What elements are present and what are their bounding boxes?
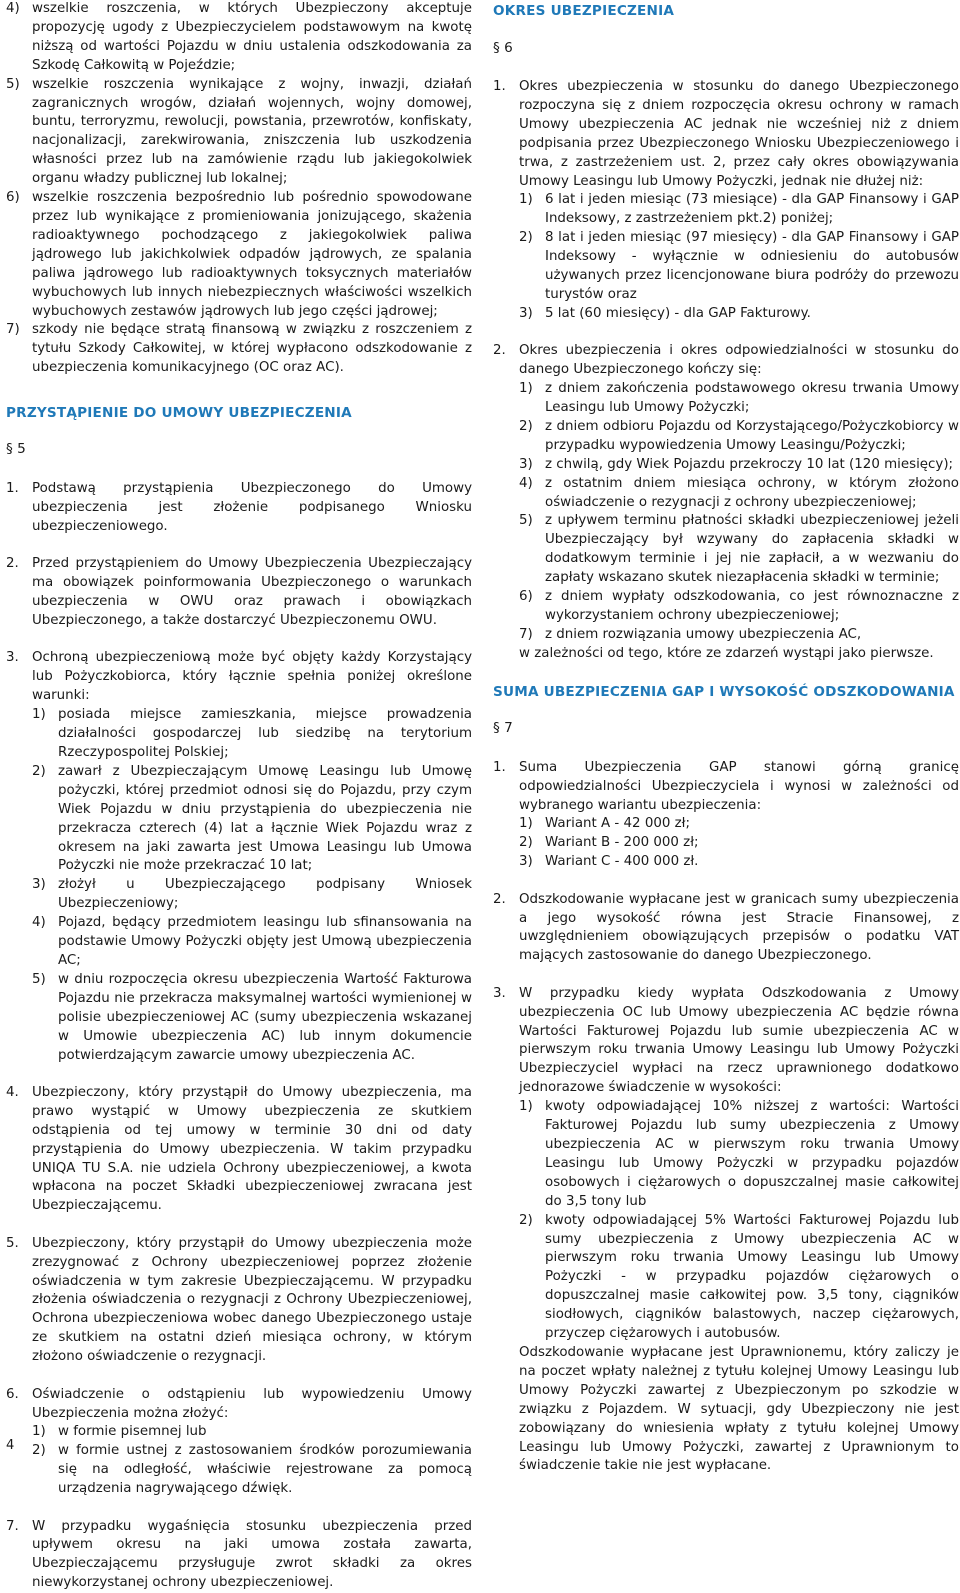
list-item: 5) z upływem terminu płatności składki ubezpieczeniowej jeżeli Ubezpieczający był wzywany do zapłacenia składki w dodatkowym terminie i jej nie zapłacił, a w wezwaniu do zapłaty wskazano skutek niezapłacenia składki w terminie; — [519, 513, 959, 586]
end-conditions-list — [493, 380, 959, 645]
list-item: 3) 5 lat (60 miesięcy) - dla GAP Fakturowy. — [519, 305, 811, 321]
benefit-list — [493, 1098, 959, 1344]
paragraph: 1. Okres ubezpieczenia w stosunku do danego Ubezpieczonego rozpoczyna się z dniem rozpoczęcia okresu ochrony w ramach Umowy ubezpieczenia AC jednak nie wcześniej niż z dniem podpisania przez Ubezpieczonego Wniosku Ubezpieczeniowego i trwa, z zastrzeżeniem ust. 2, przez cały okres obowiązywania Umowy Leasingu lub Umowy Pożyczki, jednak nie dłużej niż: — [493, 79, 959, 189]
form-list — [6, 1423, 472, 1499]
list-item: 1) kwoty odpowiadającej 10% niższej z wartości: Wartości Fakturowej Pojazdu lub sumy ubezpieczenia z Umowy ubezpieczenia AC w pierwszym roku trwania Umowy Leasingu lub Umowy Pożyczki w przypadku pojazdów osobowych i ciężarowych o dopuszczalnej masie całkowitej do 3,5 tony lub — [519, 1099, 959, 1209]
paragraph: 1. Podstawą przystąpienia Ubezpieczonego do Umowy ubezpieczenia jest złożenie podpisanego Wniosku ubezpieczeniowego. — [6, 481, 472, 534]
list-item: 6) wszelkie roszczenia bezpośrednio lub pośrednio spowodowane przez lub wynikające z promieniowania jonizującego, skażenia radioaktywnego pochodzącego z jakiegokolwiek paliwa jądrowego lub jakichkolwiek odpadów jądrowych, ze spalania paliwa jądrowego lub radioaktywnych toksycznych materiałów wybuchowych lub innych niebezpiecznych właściwości wszelkich wybuchowych zestawów jądrowych lub jego części jądrowej; — [6, 190, 472, 319]
section-sign: § 6 — [493, 40, 513, 56]
list-item: 2) zawarł z Ubezpieczającym Umowę Leasingu lub Umowę pożyczki, której przedmiot odnosi się do Pojazdu, przy czym Wiek Pojazdu w dniu przystąpienia do ubezpieczenia nie przekracza czterech (4) lat a łącznie Wiek Pojazdu wraz z okresem na jaki zawarta jest Umowa Leasingu lub Umowa Pożyczki nie może przekraczać 10 lat; — [32, 763, 472, 874]
list-item: 1) z dniem zakończenia podstawowego okresu trwania Umowy Leasingu lub Umowy Pożyczki; — [519, 381, 959, 415]
list-item: 2) Wariant B - 200 000 zł; — [519, 835, 699, 851]
section-heading: SUMA UBEZPIECZENIA GAP I WYSOKOŚĆ ODSZKODOWANIA — [493, 683, 955, 700]
paragraph-tail: Odszkodowanie wypłacane jest Uprawnionemu, który zaliczy je na poczet wpłaty należnej z tytułu kolejnej Umowy Leasingu lub Umowy Pożyczki zawartej z Ubezpieczonym po szkodzie w związku z Pojazdem. W sytuacji, gdy Ubezpieczony nie jest zobowiązany do wniesienia wpłaty z tytułu kolejnej Umowy Leasingu lub Umowy Pożyczki, zawartej z Uprawnionym to świadczenie takie nie jest wypłacane. — [519, 1344, 959, 1474]
variants-list — [493, 815, 959, 872]
paragraph: 2. Przed przystąpieniem do Umowy Ubezpieczenia Ubezpieczający ma obowiązek poinformowania Ubezpieczonego o warunkach ubezpieczenia w OWU oraz prawach i obowiązkach Ubezpieczonego, a także dostarczyć Ubezpieczonemu OWU. — [6, 556, 472, 629]
list-item: 4) Pojazd, będący przedmiotem leasingu lub sfinansowania na podstawie Umowy Pożyczki objęty jest Umową ubezpieczenia AC; — [32, 915, 472, 968]
list-item: 2) w formie ustnej z zastosowaniem środków porozumiewania się na odległość, właściwie rejestrowane za pomocą urządzenia nagrywającego dźwięk. — [32, 1443, 472, 1497]
list-item: 2) 8 lat i jeden miesiąc (97 miesięcy) - dla GAP Finansowy i GAP Indeksowy - wyłącznie w odniesieniu do autobusów używanych przez licencjonowane biura podróży do przewozu turystów oraz — [519, 230, 959, 302]
period-list — [493, 191, 959, 323]
list-item: 3) z chwilą, gdy Wiek Pojazdu przekroczy 10 lat (120 miesięcy); — [519, 456, 954, 472]
list-item: 2) kwoty odpowiadającej 5% Wartości Fakturowej Pojazdu lub sumy ubezpieczenia z Umowy ubezpieczenia AC w pierwszym roku trwania Umowy Leasingu lub Umowy Pożyczki - w przypadku pojazdów ciężarowych o dopuszczalnej masie całkowitej pow. 3,5 tony, ciągników siodłowych, ciągników balastowych, naczep ciężarowych, przyczep ciężarowych i autobusów. — [519, 1212, 959, 1342]
section-sign: § 7 — [493, 719, 513, 736]
list-item: 6) z dniem wypłaty odszkodowania, co jest równoznaczne z wykorzystaniem ochrony ubezpieczeniowej; — [519, 589, 959, 623]
list-item: 5) w dniu rozpoczęcia okresu ubezpieczenia Wartość Fakturowa Pojazdu nie przekracza maksymalnej wartości wymienionej w polisie ubezpieczeniowej AC (sumy ubezpieczenia wskazanej w Umowie ubezpieczenia AC) lub innym dokumencie potwierdzającym zawarcie umowy ubezpieczenia AC. — [32, 971, 472, 1063]
paragraph: 1. Suma Ubezpieczenia GAP stanowi górną granicę odpowiedzialności Ubezpieczyciela i wynosi w zależności od wybranego wariantu ubezpieczenia: — [493, 759, 959, 813]
paragraph-tail: w zależności od tego, które ze zdarzeń wystąpi jako pierwsze. — [519, 645, 934, 661]
list-item: 1) 6 lat i jeden miesiąc (73 miesiące) - dla GAP Finansowy i GAP Indeksowy, z zastrzeżeniem pkt.2) poniżej; — [519, 192, 959, 227]
list-item: 4) wszelkie roszczenia, w których Ubezpieczony akceptuje propozycję ugody z Ubezpieczycielem podstawowym na kwotę niższą od wartości Pojazdu w dniu ustalenia odszkodowania za Szkodę Całkowitą w Pojeździe; — [6, 1, 472, 73]
paragraph: 2. Odszkodowanie wypłacane jest w granicach sumy ubezpieczenia a jego wysokość równa jest Stracie Finansowej, z uwzględnieniem obowiązujących przepisów o podatku VAT mających zastosowanie do danego Ubezpieczonego. — [493, 891, 959, 964]
conditions-list — [6, 706, 472, 1065]
section-heading: OKRES UBEZPIECZENIA — [493, 3, 675, 19]
list-item: 1) posiada miejsce zamieszkania, miejsce prowadzenia działalności gospodarczej lub siedzibę na terytorium Rzeczypospolitej Polskiej; — [32, 707, 472, 760]
list-item: 7) z dniem rozwiązania umowy ubezpieczenia AC, — [519, 626, 862, 642]
list-item: 3) Wariant C - 400 000 zł. — [519, 854, 699, 870]
list-item: 2) z dniem odbioru Pojazdu od Korzystającego/Pożyczkobiorcy w przypadku wypowiedzenia Umowy Leasingu/Pożyczki; — [519, 418, 959, 453]
section-heading: PRZYSTĄPIENIE DO UMOWY UBEZPIECZENIA — [6, 405, 352, 422]
paragraph: 5. Ubezpieczony, który przystąpił do Umowy ubezpieczenia może zrezygnować z Ochrony ubezpieczeniowej poprzez złożenie oświadczenia w tym zakresie Ubezpieczającemu. W przypadku złożenia oświadczenia o rezygnacji z Ochrony Ubezpieczeniowej, Ochrona ubezpieczeniowa wobec danego Ubezpieczonego ustaje ze skutkiem na ostatni dzień miesiąca ochrony, w którym złożono oświadczenie o rezygnacji. — [6, 1235, 472, 1365]
paragraph: 6. Oświadczenie o odstąpieniu lub wypowiedzeniu Umowy Ubezpieczenia można złożyć: — [6, 1386, 472, 1421]
paragraph: 3. Ochroną ubezpieczeniową może być objęty każdy Korzystający lub Pożyczkobiorca, który łącznie spełnia poniżej określone warunki: — [6, 650, 472, 704]
paragraph: 4. Ubezpieczony, który przystąpił do Umowy ubezpieczenia, ma prawo wystąpić w Umowy ubezpieczenia ze skutkiem odstąpienia od tej umowy w terminie 30 dni od daty przystąpienia do Umowy ubezpieczenia. W takim przypadku UNIQA TU S.A. nie udziela Ochrony ubezpieczeniowej, a kwota wpłacona na poczet Składki ubezpieczeniowej zwracana jest Ubezpieczającemu. — [6, 1084, 472, 1214]
list-item: 5) wszelkie roszczenia wynikające z wojny, inwazji, działań zagranicznych wrogów, działań wojennych, wojny domowej, buntu, terroryzmu, rewolucji, powstania, przewrotów, konfiskaty, nacjonalizacji, zarekwirowania, zniszczenia lub uszkodzenia własności przez lub na zamówienie rządu lub jakiegokolwiek organu władzy publicznej lub lokalnej; — [6, 76, 472, 187]
paragraph: 7. W przypadku wygaśnięcia stosunku ubezpieczenia przed upływem okresu na jaki umowa została zawarta, Ubezpieczającemu przysługuje zwrot składki za okres niewykorzystanej ochrony ubezpieczeniowej. — [6, 1518, 472, 1591]
list-item: 4) z ostatnim dniem miesiąca ochrony, w którym złożono oświadczenie o rezygnacji z ochrony ubezpieczeniowej; — [519, 475, 959, 510]
paragraph: 3. W przypadku kiedy wypłata Odszkodowania z Umowy ubezpieczenia OC lub Umowy ubezpieczenia AC będzie równa Wartości Fakturowej Pojazdu lub sumie ubezpieczenia AC w pierwszym roku trwania Umowy Leasingu lub Umowy Pożyczki Ubezpieczyciel wypłaci na rzecz uprawnionego dodatkowo jednorazowe świadczenie w wysokości: — [493, 985, 959, 1096]
paragraph: 2. Okres ubezpieczenia i okres odpowiedzialności w stosunku do danego Ubezpieczonego kończy się: — [493, 343, 959, 378]
left-column — [6, 0, 472, 1593]
right-column — [493, 0, 959, 1476]
list-item: 7) szkody nie będące stratą finansową w związku z roszczeniem z tytułu Szkody Całkowitej, w której wypłacono odszkodowanie z ubezpieczenia komunikacyjnego (OC oraz AC). — [6, 322, 472, 376]
list-item: 3) złożył u Ubezpieczającego podpisany Wniosek Ubezpieczeniowy; — [32, 877, 472, 912]
list-item: 1) w formie pisemnej lub — [32, 1424, 207, 1440]
section-sign: § 5 — [6, 441, 26, 458]
page-number: 4 — [6, 1438, 15, 1453]
list-item: 1) Wariant A - 42 000 zł; — [519, 816, 690, 832]
exclusions-list — [6, 0, 472, 378]
